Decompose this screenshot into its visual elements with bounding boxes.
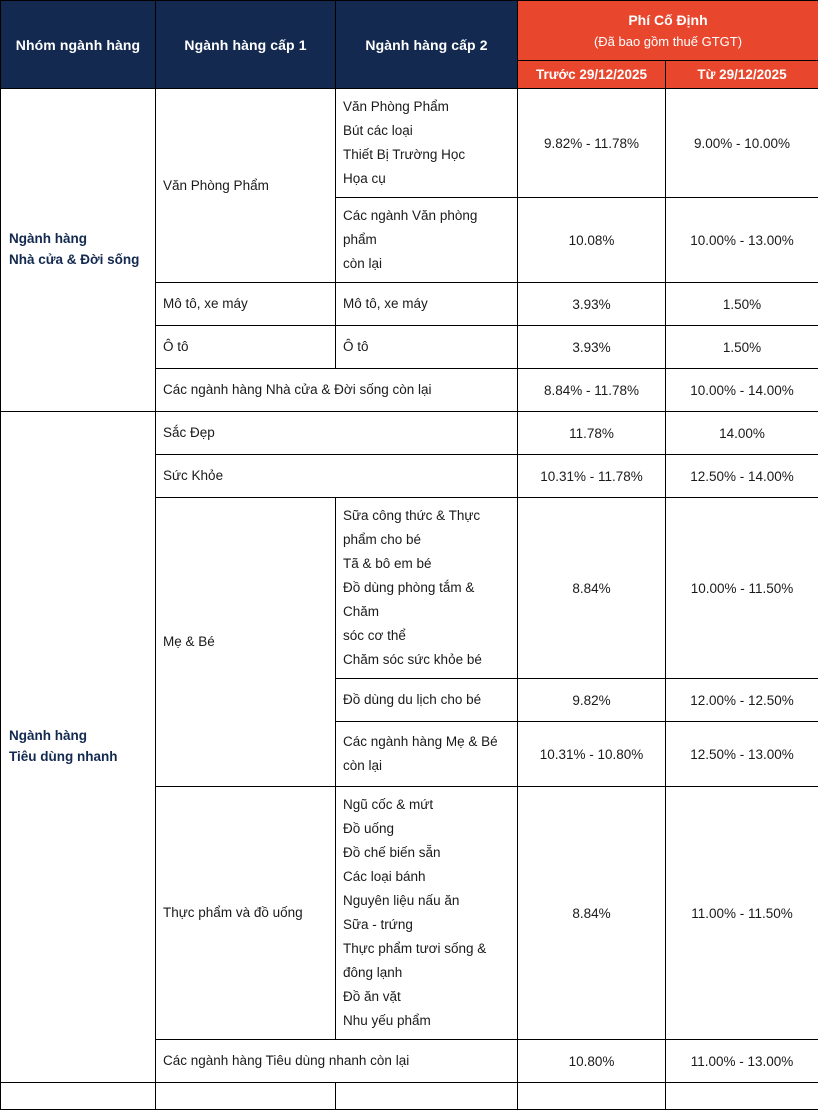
level2-line: Đồ chế biến sẵn: [343, 841, 511, 865]
group-label-line1: Ngành hàng: [9, 726, 147, 747]
table-row: [1, 89, 818, 198]
fixed-fee-note: (Đã bao gồm thuế GTGT): [524, 34, 812, 49]
level2-line: Chăm sóc sức khỏe bé: [343, 648, 511, 672]
group-cell-home-living: [1, 89, 156, 412]
group-label-line2: Nhà cửa & Đời sống: [9, 250, 147, 271]
table-body: [1, 89, 818, 1110]
level2-line: Văn Phòng Phẩm: [343, 95, 511, 119]
level2-line: Thiết Bị Trường Học: [343, 143, 511, 167]
level1-cell-beauty: Sắc Đẹp: [156, 412, 518, 455]
level2-line: đông lạnh: [343, 961, 511, 985]
fee-after-cell: 14.00%: [666, 412, 818, 455]
level2-line: Các ngành Văn phòng phẩm: [343, 204, 511, 252]
fee-before-cell: 8.84% - 11.78%: [518, 369, 666, 412]
level1-cell-other-fmcg: Các ngành hàng Tiêu dùng nhanh còn lại: [156, 1040, 518, 1083]
header-row-primary: [1, 1, 818, 61]
fee-before-cell: 10.80%: [518, 1040, 666, 1083]
fee-after-cell-next: [666, 1083, 818, 1110]
level2-line: Tã & bô em bé: [343, 552, 511, 576]
level2-cell: [336, 787, 518, 1040]
fee-after-cell: 11.00% - 11.50%: [666, 787, 818, 1040]
fee-before-cell: 10.31% - 10.80%: [518, 722, 666, 787]
column-header-level2: Ngành hàng cấp 2: [336, 1, 518, 89]
table-row-partial: [1, 1083, 818, 1110]
level1-cell: Mô tô, xe máy: [156, 283, 336, 326]
level2-cell: [336, 89, 518, 198]
level1-cell: Ô tô: [156, 326, 336, 369]
level2-cell: [336, 498, 518, 679]
level2-line: Họa cụ: [343, 167, 511, 191]
group-label-line2: Tiêu dùng nhanh: [9, 747, 147, 768]
level2-line: còn lại: [343, 754, 511, 778]
level2-line: Thực phẩm tươi sống &: [343, 937, 511, 961]
fee-after-cell: 12.50% - 13.00%: [666, 722, 818, 787]
group-label-line1: Ngành hàng: [9, 229, 147, 250]
level2-cell: Đồ dùng du lịch cho bé: [336, 679, 518, 722]
fee-after-cell: 1.50%: [666, 326, 818, 369]
fee-before-cell: 10.08%: [518, 198, 666, 283]
fee-after-cell: 10.00% - 13.00%: [666, 198, 818, 283]
level2-line: Nguyên liệu nấu ăn: [343, 889, 511, 913]
fee-before-cell: 11.78%: [518, 412, 666, 455]
level2-line: Các loại bánh: [343, 865, 511, 889]
fee-after-cell: 11.00% - 13.00%: [666, 1040, 818, 1083]
table-header: [1, 1, 818, 89]
fee-after-cell: 9.00% - 10.00%: [666, 89, 818, 198]
level1-cell-mom-baby: Mẹ & Bé: [156, 498, 336, 787]
fee-after-cell: 12.50% - 14.00%: [666, 455, 818, 498]
level2-cell: [336, 198, 518, 283]
group-cell-fmcg: [1, 412, 156, 1083]
level2-line: Sữa công thức & Thực: [343, 504, 511, 528]
table-row: [1, 412, 818, 455]
level2-line: Ngũ cốc & mứt: [343, 793, 511, 817]
level2-line: Sữa - trứng: [343, 913, 511, 937]
level2-line: Nhu yếu phẩm: [343, 1009, 511, 1033]
fee-before-cell: 3.93%: [518, 283, 666, 326]
level2-cell-next: [336, 1083, 518, 1110]
level2-line: sóc cơ thể: [343, 624, 511, 648]
fee-after-cell: 10.00% - 14.00%: [666, 369, 818, 412]
level2-line: Đồ uống: [343, 817, 511, 841]
level2-line: Đồ dùng phòng tắm & Chăm: [343, 576, 511, 624]
level2-line: Bút các loại: [343, 119, 511, 143]
column-header-fixed-fee: [518, 1, 818, 61]
level1-cell-other-home-living: Các ngành hàng Nhà cửa & Đời sống còn lại: [156, 369, 518, 412]
fee-before-cell: 8.84%: [518, 787, 666, 1040]
level2-cell: Mô tô, xe máy: [336, 283, 518, 326]
group-cell-next: [1, 1083, 156, 1110]
level1-cell-health: Sức Khỏe: [156, 455, 518, 498]
fee-before-cell: 8.84%: [518, 498, 666, 679]
column-header-level1: Ngành hàng cấp 1: [156, 1, 336, 89]
level2-line: Đồ ăn vặt: [343, 985, 511, 1009]
fee-before-cell: 3.93%: [518, 326, 666, 369]
fee-after-cell: 10.00% - 11.50%: [666, 498, 818, 679]
fee-before-cell: 9.82%: [518, 679, 666, 722]
level2-cell: [336, 722, 518, 787]
level2-line: còn lại: [343, 252, 511, 276]
level1-cell-next: [156, 1083, 336, 1110]
column-header-group: Nhóm ngành hàng: [1, 1, 156, 89]
fee-after-cell: 12.00% - 12.50%: [666, 679, 818, 722]
fee-before-cell: 9.82% - 11.78%: [518, 89, 666, 198]
fee-after-cell: 1.50%: [666, 283, 818, 326]
level1-cell-food-beverage: Thực phẩm và đồ uống: [156, 787, 336, 1040]
column-header-fee-after: Từ 29/12/2025: [666, 61, 818, 89]
level2-line: Các ngành hàng Mẹ & Bé: [343, 730, 511, 754]
level1-cell: Văn Phòng Phẩm: [156, 89, 336, 283]
fee-before-cell-next: [518, 1083, 666, 1110]
fee-before-cell: 10.31% - 11.78%: [518, 455, 666, 498]
level2-line: phẩm cho bé: [343, 528, 511, 552]
column-header-fee-before: Trước 29/12/2025: [518, 61, 666, 89]
level2-cell: Ô tô: [336, 326, 518, 369]
fixed-fee-title: Phí Cố Định: [628, 12, 707, 28]
